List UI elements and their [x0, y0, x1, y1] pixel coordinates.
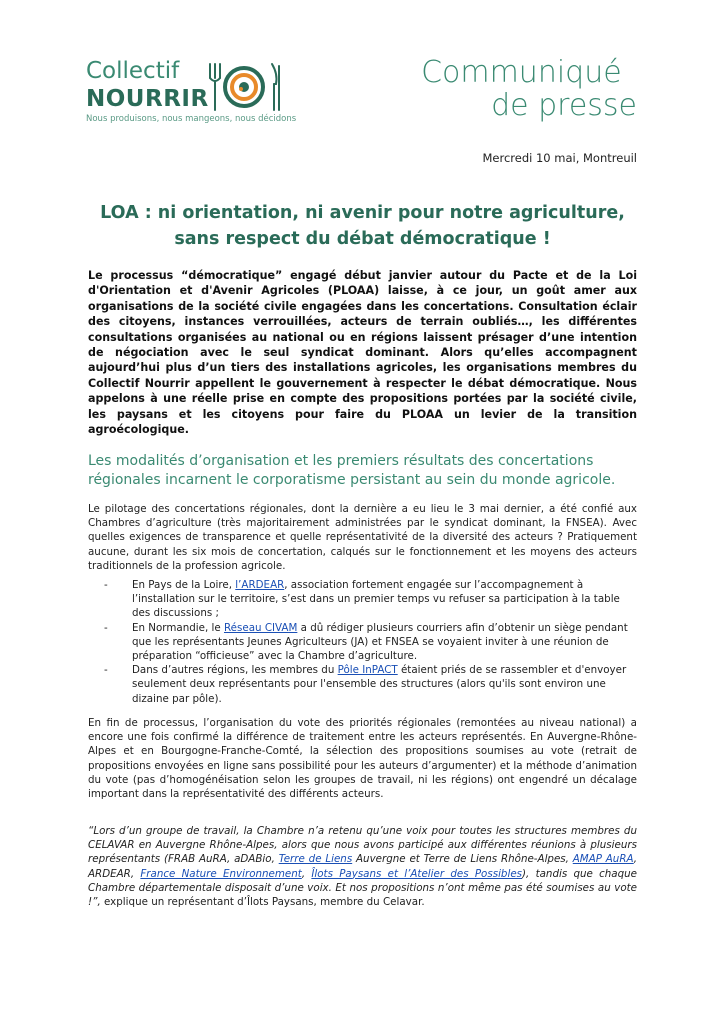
- communique-line2: de presse: [491, 88, 637, 123]
- quote-text: , ARDEAR,: [88, 853, 638, 880]
- list-item: [88, 663, 637, 706]
- logo-line1: Collectif: [86, 58, 180, 84]
- section-subheading: Les modalités d’organisation et les premiers résultats des concertations régionales incarnent le corporatisme persistant au sein du monde agricole.: [88, 453, 616, 488]
- logo-tagline: Nous produisons, nous mangeons, nous décidons: [86, 114, 297, 124]
- list-item: [88, 578, 637, 621]
- bullet-text: a dû rédiger plusieurs courriers afin d’obtenir un siège pendant que les représentants Jeunes Agriculteurs (JA) et FNSEA se voyaient inviter à une réunion de préparation “officieuse” avec la Chambre d’agriculture.: [132, 621, 628, 663]
- link-fne[interactable]: France Nature Environnement: [140, 867, 302, 880]
- list-item: [88, 621, 637, 664]
- quote-text: ), tandis que chaque Chambre départementale disposait d’une voix. Et nos propositions n’ont même pas été soumises au vote !”,: [88, 867, 637, 909]
- bullet-list: [88, 578, 637, 706]
- link-reseau-civam[interactable]: Réseau CIVAM: [223, 621, 298, 634]
- communique-line1: Communiqué: [421, 55, 622, 90]
- link-terre-de-liens[interactable]: Terre de Liens: [278, 853, 353, 866]
- bullet-text: Dans d’autres régions, les membres du: [132, 664, 338, 677]
- collectif-nourrir-logo: [86, 58, 296, 128]
- quote-text: Auvergne et Terre de Liens Rhône-Alpes,: [352, 853, 573, 866]
- link-ardear[interactable]: l’ARDEAR: [235, 579, 285, 591]
- bullet-dash: -: [104, 621, 108, 634]
- bullet-text: , association fortement engagée sur l’accompagnement à l’installation sur le territoire, s’est dans un premier temps vu refuser sa participation à la table des discussions ;: [132, 579, 620, 620]
- paragraph-vote: En fin de processus, l’organisation du vote des priorités régionales (remontées au niveau national) a encore une fois confirmé la différence de traitement entre les acteurs représentés. En Auvergne-Rhône-Alpes et en Bourgogne-Franche-Comté, la sélection des propositions soumises au vote (retrait de propositions envoyées en ligne sans possibilité pour les auteurs d’argumenter) et la méthode d’animation du vote (pas d’homogénéisation selon les groupes de travail, ni les régions) ont engendré un décalage important dans la représentativité des différents acteurs.: [88, 717, 637, 801]
- quote-paragraph: [88, 824, 637, 909]
- quote-text: “Lors d’un groupe de travail, la Chambre n’a retenu qu’une voix pour toutes les structures membres du CELAVAR en Auvergne Rhône-Alpes, alors que nous avons participé aux différentes réunions à plusieurs représentants (FRAB AuRA, aDABio,: [88, 825, 637, 866]
- logo-line2: NOURRIR: [86, 86, 209, 112]
- bullet-dash: -: [104, 664, 108, 677]
- link-ilots-paysans[interactable]: Îlots Paysans et l’Atelier des Possibles: [311, 867, 523, 880]
- link-amap-aura[interactable]: AMAP AuRA: [572, 853, 634, 866]
- paragraph-pilotage: Le pilotage des concertations régionales, dont la dernière a eu lieu le 3 mai dernier, a été confié aux Chambres d’agriculture (très majoritairement administrées par le syndicat dominant, la FNSEA). Avec quelles exigences de transparence et quelle représentativité de la diversité des acteurs ? Pratiquement aucune, durant les six mois de concertation, calqués sur le fonctionnement et les moyens des acteurs traditionnels de la profession agricole.: [88, 503, 637, 572]
- release-date: Mercredi 10 mai, Montreuil: [482, 151, 637, 165]
- press-title: [88, 200, 637, 252]
- title-line1: LOA : ni orientation, ni avenir pour notre agriculture,: [100, 203, 625, 223]
- fork-plate-knife-icon: [204, 60, 284, 112]
- lead-paragraph: Le processus “démocratique” engagé début janvier autour du Pacte et de la Loi d'Orientation et d'Avenir Agricoles (PLOAA) laisse, à ce jour, un goût amer aux organisations de la société civile engagées dans les concertations. Consultation éclair des citoyens, instances verrouillées, acteurs de terrain oubliés…, les différentes consultations organisées au national ou en régions laissent présager d’une intention de négociation avec le seul syndicat dominant. Alors qu’elles accompagnent aujourd’hui plus d’un tiers des installations agricoles, les organisations membres du Collectif Nourrir appellent le gouvernement à respecter le débat démocratique. Nous appelons à une réelle prise en compte des propositions portées par la société civile, les paysans et les citoyens pour faire du PLOAA un levier de la transition agroécologique.: [88, 269, 637, 437]
- bullet-dash: -: [104, 579, 108, 591]
- title-line2: sans respect du débat démocratique !: [174, 229, 551, 249]
- bullet-text: En Pays de la Loire,: [132, 579, 236, 591]
- link-pole-inpact[interactable]: Pôle InPACT: [337, 664, 398, 677]
- communique-heading: [421, 56, 637, 122]
- quote-text: ,: [301, 867, 312, 880]
- bullet-text: En Normandie, le: [132, 621, 224, 634]
- quote-attribution: explique un représentant d’Îlots Paysans, membre du Celavar.: [100, 896, 425, 909]
- bullet-text: étaient priés de se rassembler et d'envoyer seulement deux représentants pour l'ensemble des structures (alors qu'ils sont environ une dizaine par pôle).: [132, 664, 627, 705]
